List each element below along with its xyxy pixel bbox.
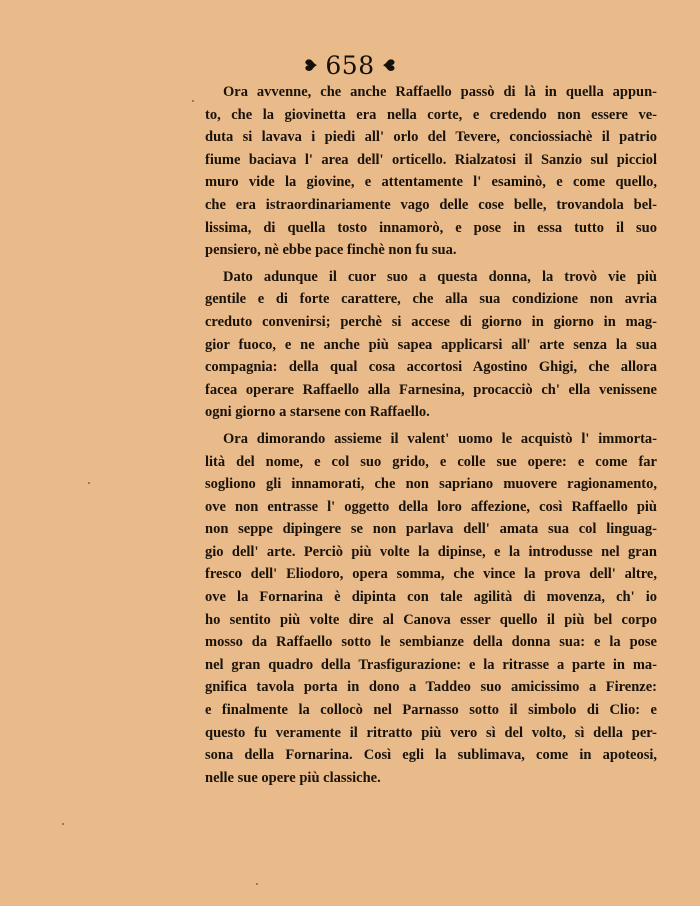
text-line: Ora dimorando assieme il valent' uomo le acquistò l' immorta- bbox=[223, 430, 657, 447]
text-line: nelle sue opere più classiche. bbox=[205, 769, 381, 786]
text-line: gentile e di forte carattere, che alla sua condizione non avria bbox=[205, 291, 657, 308]
text-line: ove non entrasse l' oggetto della loro affezione, così Raffaello più bbox=[205, 498, 657, 515]
paragraph bbox=[205, 428, 657, 790]
paper-speck bbox=[192, 100, 194, 102]
text-line: fiume baciava l' area dell' orticello. Rialzatosi il Sanzio sul picciol bbox=[205, 151, 657, 168]
text-line: nel gran quadro della Trasfigurazione: e la ritrasse a parte in ma- bbox=[205, 656, 657, 673]
left-ornament-icon: ❥ bbox=[302, 56, 321, 75]
text-line: ove la Fornarina è dipinta con tale agilità di movenza, ch' io bbox=[205, 589, 657, 606]
text-line: gnifica tavola porta in dono a Taddeo suo amicissimo a Firenze: bbox=[205, 679, 657, 696]
paragraph bbox=[205, 266, 657, 424]
text-line: to, che la giovinetta era nella corte, e credendo non essere ve- bbox=[205, 106, 657, 123]
text-line: non seppe dipingere se non parlava dell' amata sua col linguag- bbox=[205, 521, 657, 538]
text-line: ogni giorno a starsene con Raffaello. bbox=[205, 404, 430, 421]
right-ornament-icon: ❥ bbox=[379, 56, 398, 75]
paper-speck bbox=[62, 823, 64, 825]
text-line: gio dell' arte. Perciò più volte la dipinse, e la introdusse nel gran bbox=[205, 543, 657, 560]
text-line: fresco dell' Eliodoro, opera somma, che vince la prova dell' altre, bbox=[205, 566, 657, 583]
paragraph bbox=[205, 81, 657, 262]
text-line: che era istraordinariamente vago delle cose belle, trovandola bel- bbox=[205, 196, 657, 213]
text-line: lità del nome, e col suo grido, e colle sue opere: e come far bbox=[205, 453, 657, 470]
paper-speck bbox=[256, 883, 258, 885]
text-line: Dato adunque il cuor suo a questa donna, la trovò vie più bbox=[223, 268, 657, 285]
text-line: ho sentito più volte dire al Canova esser quello il più bel corpo bbox=[205, 611, 657, 628]
text-line: sogliono gli innamorati, che non sapriano muovere ragionamento, bbox=[205, 476, 657, 493]
page-header bbox=[0, 51, 700, 80]
body-text bbox=[205, 81, 657, 789]
text-line: lissima, di quella tosto innamorò, e pose in essa tutto il suo bbox=[205, 219, 657, 236]
text-line: mosso da Raffaello sotto le sembianze della donna sua: e la pose bbox=[205, 634, 657, 651]
text-line: duta si lavava i piedi all' orlo del Tevere, conciossiachè il patrio bbox=[205, 129, 657, 146]
text-line: muro vide la giovine, e attentamente l' esaminò, e come quello, bbox=[205, 174, 657, 191]
text-line: sona della Fornarina. Così egli la sublimava, come in apoteosi, bbox=[205, 747, 657, 764]
text-line: gior fuoco, e ne anche più sapea applicarsi all' arte senza la sua bbox=[205, 336, 657, 353]
text-line: Ora avvenne, che anche Raffaello passò di là in quella appun- bbox=[223, 84, 657, 100]
text-line: creduto convenirsi; perchè si accese di giorno in giorno in mag- bbox=[205, 313, 657, 330]
paper-speck bbox=[88, 482, 90, 484]
text-line: e finalmente la collocò nel Parnasso sotto il simbolo di Clio: e bbox=[205, 702, 657, 719]
text-line: pensiero, nè ebbe pace finchè non fu sua. bbox=[205, 242, 457, 259]
text-line: questo fu veramente il ritratto più vero sì del volto, sì della per- bbox=[205, 724, 657, 741]
page-number: 658 bbox=[325, 51, 375, 80]
text-line: facea operare Raffaello alla Farnesina, procacciò ch' ella venissene bbox=[205, 381, 657, 398]
text-line: compagnia: della qual cosa accortosi Agostino Ghigi, che allora bbox=[205, 359, 657, 376]
